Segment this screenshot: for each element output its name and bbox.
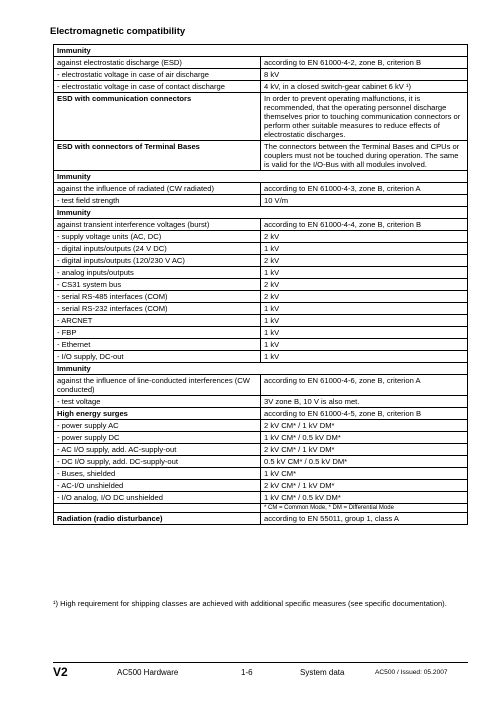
footer-issue: AC500 / Issued: 05.2007 bbox=[375, 669, 448, 676]
table-cell-parameter: Immunity bbox=[54, 171, 468, 183]
table-row bbox=[54, 408, 468, 420]
table-cell-value: according to EN 61000-4-5, zone B, criterion B bbox=[261, 408, 468, 420]
table-cell-parameter: - power supply DC bbox=[54, 432, 261, 444]
table-cell-parameter: - electrostatic voltage in case of contact discharge bbox=[54, 81, 261, 93]
table-cell-value: 0.5 kV CM* / 0.5 kV DM* bbox=[261, 456, 468, 468]
table-cell-parameter: Radiation (radio disturbance) bbox=[54, 513, 261, 525]
table-cell-value: 3V zone B, 10 V is also met. bbox=[261, 396, 468, 408]
table-row bbox=[54, 93, 468, 141]
table-cell-parameter: - I/O analog, I/O DC unshielded bbox=[54, 492, 261, 504]
table-cell-parameter: - test voltage bbox=[54, 396, 261, 408]
table-cell-parameter: ESD with connectors of Terminal Bases bbox=[54, 141, 261, 171]
table-cell-parameter: Immunity bbox=[54, 207, 468, 219]
table-row bbox=[54, 57, 468, 69]
table-cell-parameter: - analog inputs/outputs bbox=[54, 267, 261, 279]
table-cell-value: 1 kV CM* / 0.5 kV DM* bbox=[261, 492, 468, 504]
table-row bbox=[54, 291, 468, 303]
table-cell-value: according to EN 55011, group 1, class A bbox=[261, 513, 468, 525]
table-row bbox=[54, 255, 468, 267]
table-row bbox=[54, 432, 468, 444]
table-cell-value: 1 kV CM* / 0.5 kV DM* bbox=[261, 432, 468, 444]
table-cell-parameter: - serial RS-232 interfaces (COM) bbox=[54, 303, 261, 315]
table-row bbox=[54, 195, 468, 207]
table-cell-parameter: - digital inputs/outputs (24 V DC) bbox=[54, 243, 261, 255]
table-cell-value: 2 kV CM* / 1 kV DM* bbox=[261, 444, 468, 456]
table-section-header bbox=[54, 207, 468, 219]
table-cell-parameter: - ARCNET bbox=[54, 315, 261, 327]
table-cell-parameter: - supply voltage units (AC, DC) bbox=[54, 231, 261, 243]
table-cell-value: 2 kV bbox=[261, 255, 468, 267]
footer-divider bbox=[53, 662, 468, 663]
table-cell-value: 1 kV bbox=[261, 339, 468, 351]
footer-page-number: 1-6 bbox=[241, 668, 253, 677]
table-cell-parameter: against transient interference voltages (burst) bbox=[54, 219, 261, 231]
table-row bbox=[54, 480, 468, 492]
table-cell-value: 1 kV CM* bbox=[261, 468, 468, 480]
table-row bbox=[54, 444, 468, 456]
table-section-header bbox=[54, 171, 468, 183]
table-cell-parameter: Immunity bbox=[54, 45, 468, 57]
table-cell-parameter: - I/O supply, DC-out bbox=[54, 351, 261, 363]
table-row bbox=[54, 468, 468, 480]
table-cell-value: The connectors between the Terminal Bases and CPUs or couplers must not be touched during operation. The same is valid for the I/O-Bus with all modules involved. bbox=[261, 141, 468, 171]
footer-section: System data bbox=[300, 668, 345, 677]
table-row bbox=[54, 279, 468, 291]
table-row bbox=[54, 267, 468, 279]
table-cell-parameter: High energy surges bbox=[54, 408, 261, 420]
table-cell-parameter: ESD with communication connectors bbox=[54, 93, 261, 141]
table-row bbox=[54, 69, 468, 81]
table-cell-parameter: - digital inputs/outputs (120/230 V AC) bbox=[54, 255, 261, 267]
table-cell-value: 1 kV bbox=[261, 267, 468, 279]
table-cell-parameter: - serial RS-485 interfaces (COM) bbox=[54, 291, 261, 303]
table-row bbox=[54, 231, 468, 243]
emc-spec-table bbox=[53, 44, 468, 525]
table-cell-parameter: - test field strength bbox=[54, 195, 261, 207]
table-row bbox=[54, 456, 468, 468]
table-cell-parameter: - CS31 system bus bbox=[54, 279, 261, 291]
table-cell-value: 10 V/m bbox=[261, 195, 468, 207]
table-cell-parameter: against the influence of line-conducted interferences (CW conducted) bbox=[54, 375, 261, 396]
table-row bbox=[54, 339, 468, 351]
table-row bbox=[54, 492, 468, 504]
table-cell-value: 8 kV bbox=[261, 69, 468, 81]
table-cell-parameter: - power supply AC bbox=[54, 420, 261, 432]
page-title: Electromagnetic compatibility bbox=[50, 26, 186, 37]
table-row bbox=[54, 396, 468, 408]
table-cell-value: 2 kV bbox=[261, 279, 468, 291]
table-cell-value: 1 kV bbox=[261, 303, 468, 315]
table-cell-parameter: - AC-I/O unshielded bbox=[54, 480, 261, 492]
table-cell-value: according to EN 61000-4-3, zone B, criterion A bbox=[261, 183, 468, 195]
table-row bbox=[54, 243, 468, 255]
table-cell-parameter: Immunity bbox=[54, 363, 468, 375]
table-cell-parameter: - AC I/O supply, add. AC-supply-out bbox=[54, 444, 261, 456]
table-row bbox=[54, 504, 468, 513]
table-cell-parameter: - FBP bbox=[54, 327, 261, 339]
footnote: ¹) High requirement for shipping classes are achieved with additional specific measures (see specific documentation). bbox=[53, 599, 447, 608]
table-cell-parameter: - DC I/O supply, add. DC-supply-out bbox=[54, 456, 261, 468]
table-cell-parameter: - Buses, shielded bbox=[54, 468, 261, 480]
table-row bbox=[54, 327, 468, 339]
table-cell-value: 2 kV bbox=[261, 291, 468, 303]
table-cell-parameter: against the influence of radiated (CW radiated) bbox=[54, 183, 261, 195]
table-cell-value: 1 kV bbox=[261, 315, 468, 327]
table-cell-value: 1 kV bbox=[261, 351, 468, 363]
table-cell-value: 2 kV CM* / 1 kV DM* bbox=[261, 480, 468, 492]
table-cell-value: 1 kV bbox=[261, 243, 468, 255]
table-row bbox=[54, 141, 468, 171]
table-cell-value: according to EN 61000-4-2, zone B, criterion B bbox=[261, 57, 468, 69]
table-cell-value: according to EN 61000-4-4, zone B, criterion B bbox=[261, 219, 468, 231]
table-row bbox=[54, 183, 468, 195]
table-cell-parameter: - Ethernet bbox=[54, 339, 261, 351]
table-cell-value: * CM = Common Mode, * DM = Differential Mode bbox=[261, 504, 468, 513]
table-row bbox=[54, 315, 468, 327]
table-cell-parameter: - electrostatic voltage in case of air discharge bbox=[54, 69, 261, 81]
table-cell-parameter: against electrostatic discharge (ESD) bbox=[54, 57, 261, 69]
table-section-header bbox=[54, 45, 468, 57]
table-cell-value: 2 kV bbox=[261, 231, 468, 243]
table-row bbox=[54, 303, 468, 315]
table-section-header bbox=[54, 363, 468, 375]
table-cell-value: according to EN 61000-4-6, zone B, criterion A bbox=[261, 375, 468, 396]
table-row bbox=[54, 420, 468, 432]
table-row bbox=[54, 219, 468, 231]
table-cell-value: 2 kV CM* / 1 kV DM* bbox=[261, 420, 468, 432]
table-row bbox=[54, 513, 468, 525]
table-cell-value: 4 kV, in a closed switch-gear cabinet 6 kV ¹) bbox=[261, 81, 468, 93]
table-cell-parameter bbox=[54, 504, 261, 513]
table-row bbox=[54, 351, 468, 363]
table-cell-value: In order to prevent operating malfunctions, it is recommended, that the operating personnel discharge themselves prior to touching communication connectors or perform other suitable measures to reduce effects of electrostatic discharges. bbox=[261, 93, 468, 141]
table-cell-value: 1 kV bbox=[261, 327, 468, 339]
footer-version: V2 bbox=[53, 665, 68, 679]
table-row bbox=[54, 375, 468, 396]
footer-product: AC500 Hardware bbox=[117, 668, 179, 677]
table-row bbox=[54, 81, 468, 93]
